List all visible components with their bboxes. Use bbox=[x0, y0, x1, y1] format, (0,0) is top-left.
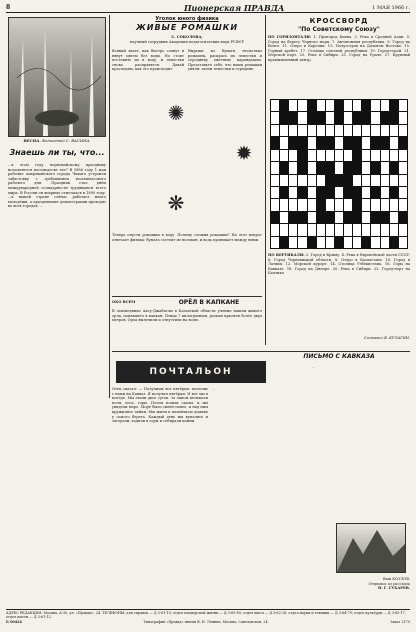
kavkaz-author: Н. Г. ГУБАРЕВ. bbox=[377, 586, 410, 591]
index-code: Б 00424 bbox=[6, 620, 22, 624]
crossword-horizontal bbox=[268, 35, 410, 95]
spring-photo bbox=[8, 17, 106, 137]
page-number: 8 bbox=[6, 4, 11, 11]
kavkaz-text-3: ... bbox=[312, 365, 316, 369]
order-number: Заказ 2175 bbox=[390, 620, 410, 624]
orel-kicker-text: ОБО ВСЁМ bbox=[112, 300, 136, 304]
physics-title: ЖИВЫЕ РОМАШКИ bbox=[135, 23, 239, 32]
kavkaz-note: Отрывок из рассказа bbox=[368, 581, 410, 586]
flower-illustration-1: ✺ bbox=[167, 101, 185, 125]
kavkaz-col-2 bbox=[212, 387, 308, 587]
kavkaz-signature-text: Ваш КОЗЛОВ. bbox=[383, 577, 410, 581]
flower-illustration-2: ✹ bbox=[235, 141, 253, 165]
physics-author: С. СОКОЛОВА, bbox=[171, 35, 203, 39]
did-you-know-body bbox=[8, 163, 106, 393]
column-rule-2 bbox=[265, 15, 266, 345]
crossword-grid bbox=[270, 99, 408, 249]
physics-byline bbox=[112, 35, 262, 47]
flower-illustration-3: ❋ bbox=[167, 191, 185, 215]
physics-paragraph-2: Вырежи из бумаги несколько ромашек, раскрась их лепестки и серединку цветным карандашом. Представьте себе, что ваши ромашки увяли: загни лепестки к середине. bbox=[188, 49, 262, 72]
editorial-address: АДРЕС РЕДАКЦИИ: Москва, А-30, ул. «Правды», 24. ТЕЛЕФОНЫ: для справок — Д 3-61-10; отдел пионерской жизни — Д 3-65-89; отдел школ — Д 3-62-28; отдел науки и техники — Д 3-64-79; отдел культуры — Д 3-65-17; отдел писем — Д 3-61-12. bbox=[6, 611, 406, 619]
mountains-image bbox=[337, 524, 405, 572]
caucasus-illustration bbox=[336, 523, 406, 573]
orel-body bbox=[112, 309, 262, 349]
vertical-clues: 2. Город в Крыму. 4. Река в Европейской части СССР. 6. Город Черновицкой области. 8. Озеро в Казахстане. 10. Город в Латвии. 12. Морской курорт. 14. Столица Узбекистана. 16. Горы на Кавказе. 18. Город на Днепре. 20. Река в Сибири. 22. Город-порт на Балтике. bbox=[268, 253, 410, 276]
did-you-know-title: Знаешь ли ты, что... bbox=[9, 148, 105, 157]
did-you-know-text: ...в этом году первомайскому празднику исполняется восемьдесят лет? В 1886 году 1 мая рабочие американского города Чикаго устроили забастовку с требованием восьмичасового рабочего дня. Праздник стал днём международной солидарности трудящихся всего мира. В России он впервые отмечался в 1890 году. ...в нашей стране сейчас работает много молодёжи, а праздничные демонстрации проходят во всех городах. bbox=[8, 163, 106, 209]
horizontal-label: ПО ГОРИЗОНТАЛИ: bbox=[268, 35, 312, 39]
physics-paragraph-1: Всякий знает, как быстро сохнут и вянут цветы без воды. Но стоит поставить их в воду, и лепестки снова расправятся. Давай проследим, как это происходит. bbox=[112, 49, 184, 72]
crossword-subtitle: "По Советскому Союзу" bbox=[298, 26, 380, 33]
did-you-know-continued: ... bbox=[39, 204, 44, 209]
kavkaz-title: ПИСЬМО С КАВКАЗА bbox=[303, 353, 375, 360]
photo-caption-title: ВЕСНА. bbox=[23, 138, 41, 143]
physics-section: Уголок юного физика bbox=[155, 16, 219, 22]
masthead bbox=[6, 3, 410, 13]
birch-trees-image bbox=[9, 18, 105, 136]
crossword-vertical bbox=[268, 253, 410, 333]
photo-caption bbox=[8, 138, 106, 143]
physics-author-role: научный сотрудник Академии педагогических наук РСФСР bbox=[130, 39, 244, 44]
newspaper-page bbox=[6, 3, 410, 629]
kavkaz-signature bbox=[312, 577, 410, 607]
section-rule bbox=[112, 296, 262, 297]
section-rule-2 bbox=[112, 351, 410, 352]
physics-col-3 bbox=[112, 233, 262, 293]
photo-credit: Фотоэтюд С. ВАСИНА. bbox=[41, 138, 91, 143]
orel-text: В заповеднике Аксу-Джабаглы в Казахской области ученые нашли живого орла, попавшего в капкан. Птица 7 килограммов, размах крыльев более двух метров. Орла вылечили и отпустили на волю. bbox=[112, 309, 262, 323]
column-rule bbox=[109, 15, 110, 398]
physics-col-2 bbox=[188, 49, 262, 229]
kavkaz-banner: ПОЧТАЛЬОН bbox=[116, 361, 266, 383]
kavkaz-text-2: ... bbox=[212, 387, 216, 391]
crossword-title: КРОССВОРД bbox=[309, 17, 369, 25]
orel-kicker bbox=[112, 300, 152, 308]
masthead-logo: Пионерская ПРАВДА bbox=[184, 3, 285, 13]
orel-title: ОРЁЛ В КАПКАНЕ bbox=[178, 299, 240, 306]
physics-paragraph-3: Теперь опусти ромашки в воду. Почему сложив ромашки? На этот вопрос отвечает физика: бумага состоит из волокон, и вода проникает между ними. bbox=[112, 233, 262, 242]
crossword-author: Составил В. КУЛАГИН. bbox=[363, 336, 410, 340]
footer-print bbox=[6, 619, 410, 624]
kavkaz-text-1: Отец сказал: — Получишь вот пятёрки, поедешь с нами на Кавказ. Я получил пятёрки. И вот мы в поезде. Мы ехали двое суток. За окном мелькали поля, леса, горы. Потом пошли скалы, и мы увидели море. Море было синее-синее, и над ним кружились чайки. Мы жили в маленьком домике у самого берега. Каждый день мы купались и загорали, ходили в горы и собирали камни. bbox=[112, 387, 208, 424]
vertical-label: ПО ВЕРТИКАЛИ: bbox=[268, 253, 305, 257]
footer bbox=[6, 609, 410, 619]
horizontal-clues: 1. Пригород Киева. 3. Река в Средней Азии. 5. Город на берегу Черного моря. 7. Автономная республика. 9. Город на Волге. 11. Озеро в Карелии. 13. Полуостров на Дальнем Востоке. 15. Горный хребет. 17. Столица союзной республики. 19. Город-герой. 21. Морской порт. 23. Река в Сибири. 25. Город на Урале. 27. Крупный промышленный центр. bbox=[268, 35, 410, 62]
issue-date: 1 МАЯ 1966 г. bbox=[372, 5, 410, 11]
kavkaz-col-1 bbox=[112, 387, 208, 587]
print-house: Типография «Правда» имени В. И. Ленина. Москва, Савеловская, 24. bbox=[143, 620, 269, 624]
